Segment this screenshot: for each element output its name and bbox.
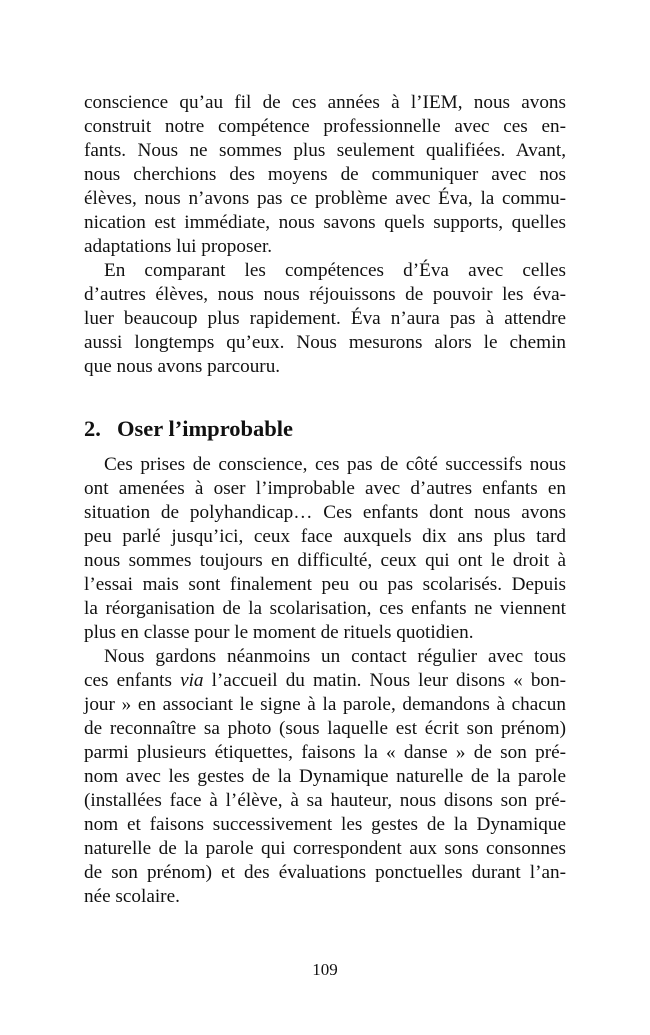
text-line: nication est immédiate, nous savons quels supports, quelles: [84, 212, 566, 233]
italic-word: via: [180, 670, 204, 691]
text-line: peu parlé jusqu’ici, ceux face auxquels dix ans plus tard: [84, 526, 566, 547]
text-line: ont amenées à oser l’improbable avec d’autres enfants en: [84, 478, 566, 499]
text-line: Nous gardons néanmoins un contact régulier avec tous: [104, 646, 566, 667]
text-line: née scolaire.: [84, 886, 180, 907]
text-line: construit notre compétence professionnelle avec ces en-: [84, 116, 566, 137]
text-line: que nous avons parcouru.: [84, 356, 281, 377]
section-number: 2.: [84, 416, 101, 441]
text-line: élèves, nous n’avons pas ce problème avec Éva, la commu-: [84, 188, 566, 209]
text-line: luer beaucoup plus rapidement. Éva n’aura pas à attendre: [84, 308, 566, 329]
text-line: nous cherchions des moyens de communiquer avec nos: [84, 164, 566, 185]
text-line: nom et faisons successivement les gestes de la Dynamique: [84, 814, 566, 835]
text-line: de reconnaître sa photo (sous laquelle est écrit son prénom): [84, 718, 566, 739]
text-line: fants. Nous ne sommes plus seulement qualifiées. Avant,: [84, 140, 566, 161]
text-line: [84, 669, 566, 693]
text-line: l’essai mais sont finalement peu ou pas scolarisés. Depuis: [84, 574, 566, 595]
text-line: aussi longtemps qu’eux. Nous mesurons alors le chemin: [84, 332, 566, 353]
text-line: adaptations lui proposer.: [84, 236, 273, 257]
text-line: jour » en associant le signe à la parole, demandons à chacun: [84, 694, 566, 715]
text-fragment: ces enfants: [84, 670, 181, 691]
text-line: naturelle de la parole qui correspondent aux sons consonnes: [84, 838, 566, 859]
text-line: de son prénom) et des évaluations ponctuelles durant l’an-: [84, 862, 566, 883]
text-line: d’autres élèves, nous nous réjouissons de pouvoir les éva-: [84, 284, 566, 305]
book-page: [84, 0, 566, 1035]
text-line: nous sommes toujours en difficulté, ceux qui ont le droit à: [84, 550, 566, 571]
section-title: Oser l’improbable: [117, 416, 294, 441]
body-text-section: [84, 453, 566, 909]
text-line: la réorganisation de la scolarisation, ces enfants ne viennent: [84, 598, 566, 619]
body-text-top: [84, 91, 566, 379]
text-line: En comparant les compétences d’Éva avec celles: [104, 260, 566, 281]
text-line: situation de polyhandicap… Ces enfants dont nous avons: [84, 502, 566, 523]
text-line: conscience qu’au fil de ces années à l’IEM, nous avons: [84, 92, 566, 113]
section-heading: [84, 415, 566, 443]
text-line: plus en classe pour le moment de rituels quotidien.: [84, 622, 474, 643]
text-line: Ces prises de conscience, ces pas de côté successifs nous: [104, 454, 566, 475]
text-line: nom avec les gestes de la Dynamique naturelle de la parole: [84, 766, 566, 787]
text-line: (installées face à l’élève, à sa hauteur, nous disons son pré-: [84, 790, 566, 811]
text-line: parmi plusieurs étiquettes, faisons la « danse » de son pré-: [84, 742, 566, 763]
text-fragment: l’accueil du matin. Nous leur disons « bon-: [203, 670, 566, 691]
page-number: 109: [312, 960, 338, 979]
